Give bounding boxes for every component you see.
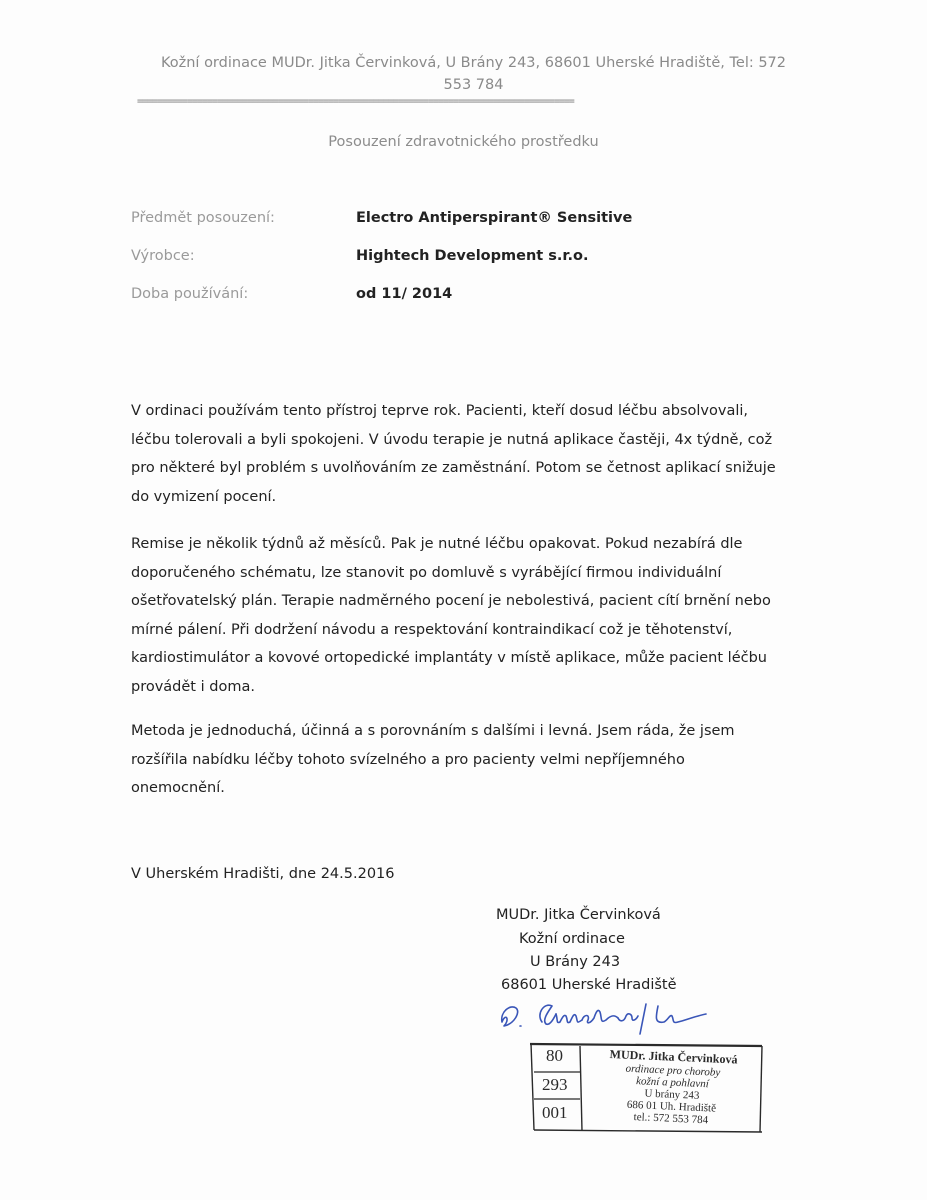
stamp-line: U brány 243 [644, 1087, 700, 1102]
paragraph-3 [131, 717, 821, 803]
paragraph-line: rozšířila nabídku léčby tohoto svízelného a pro pacienty velmi nepříjemného [131, 751, 685, 768]
stamp-line: ordinace pro choroby [625, 1062, 721, 1079]
stamp-number-3: 001 [542, 1103, 568, 1122]
paragraph-line: Remise je několik týdnů až měsíců. Pak je nutné léčbu opakovat. Pokud nezabírá dle [131, 536, 743, 552]
letterhead-separator: ======================================================================================= [137, 96, 574, 107]
signature-name: MUDr. Jitka Červinková [496, 907, 661, 923]
field-value-usage-period: od 11/ 2014 [356, 286, 453, 302]
signature-street: U Brány 243 [530, 954, 621, 970]
paragraph-line: V ordinaci používám tento přístroj teprve rok. Pacienti, kteří dosud léčbu absolvovali, [131, 403, 749, 419]
paragraph-line: provádět i doma. [131, 678, 255, 695]
paragraph-line: ošetřovatelský plán. Terapie nadměrného pocení je nebolestivá, pacient cítí brnění nebo [131, 593, 771, 610]
stamp [528, 1040, 764, 1134]
letterhead-line-1: Kožní ordinace MUDr. Jitka Červinková, U Brány 243, 68601 Uherské Hradiště, Tel: 572 [160, 55, 787, 71]
letterhead [120, 52, 827, 96]
field-value-manufacturer: Hightech Development s.r.o. [356, 248, 589, 264]
paragraph-line: doporučeného schématu, lze stanovit po domluvě s vyrábějící firmou individuální [131, 564, 722, 581]
signature-clinic: Kožní ordinace [519, 931, 625, 947]
stamp-line: tel.: 572 553 784 [633, 1111, 709, 1127]
field-label-usage-period: Doba používání: [131, 286, 249, 302]
paragraph-line: mírné pálení. Při dodržení návodu a respektování kontraindikací což je těhotenství, [131, 621, 733, 638]
stamp-line: MUDr. Jitka Červinková [609, 1046, 738, 1067]
document-title: Posouzení zdravotnického prostředku [328, 134, 599, 150]
paragraph-line: onemocnění. [131, 780, 225, 797]
stamp-number-1: 80 [546, 1046, 563, 1065]
signature-city: 68601 Uherské Hradiště [501, 977, 677, 993]
date-line: V Uherském Hradišti, dne 24.5.2016 [131, 866, 395, 882]
stamp-line: 686 01 Uh. Hradiště [626, 1098, 717, 1115]
field-value-subject: Electro Antiperspirant® Sensitive [356, 210, 633, 226]
paragraph-line: pro některé byl problém s uvolňováním ze zaměstnání. Potom se četnost aplikací snižuje [131, 460, 776, 477]
stamp-line: kožní a pohlavní [635, 1075, 710, 1091]
handwritten-signature [496, 992, 746, 1038]
paragraph-1 [131, 397, 821, 511]
letterhead-line-2: 553 784 [443, 77, 504, 93]
stamp-number-2: 293 [542, 1075, 568, 1094]
field-label-manufacturer: Výrobce: [131, 248, 195, 264]
paragraph-line: do vymizení pocení. [131, 488, 277, 505]
paragraph-line: kardiostimulátor a kovové ortopedické implantáty v místě aplikace, může pacient léčbu [131, 650, 767, 667]
paragraph-line: Metoda je jednoduchá, účinná a s porovnáním s dalšími i levná. Jsem ráda, že jsem [131, 723, 735, 739]
field-label-subject: Předmět posouzení: [131, 210, 275, 226]
paragraph-line: léčbu tolerovali a byli spokojeni. V úvodu terapie je nutná aplikace častěji, 4x týdně, což [131, 431, 773, 448]
paragraph-2 [131, 530, 821, 702]
stamp-text [585, 1046, 760, 1128]
